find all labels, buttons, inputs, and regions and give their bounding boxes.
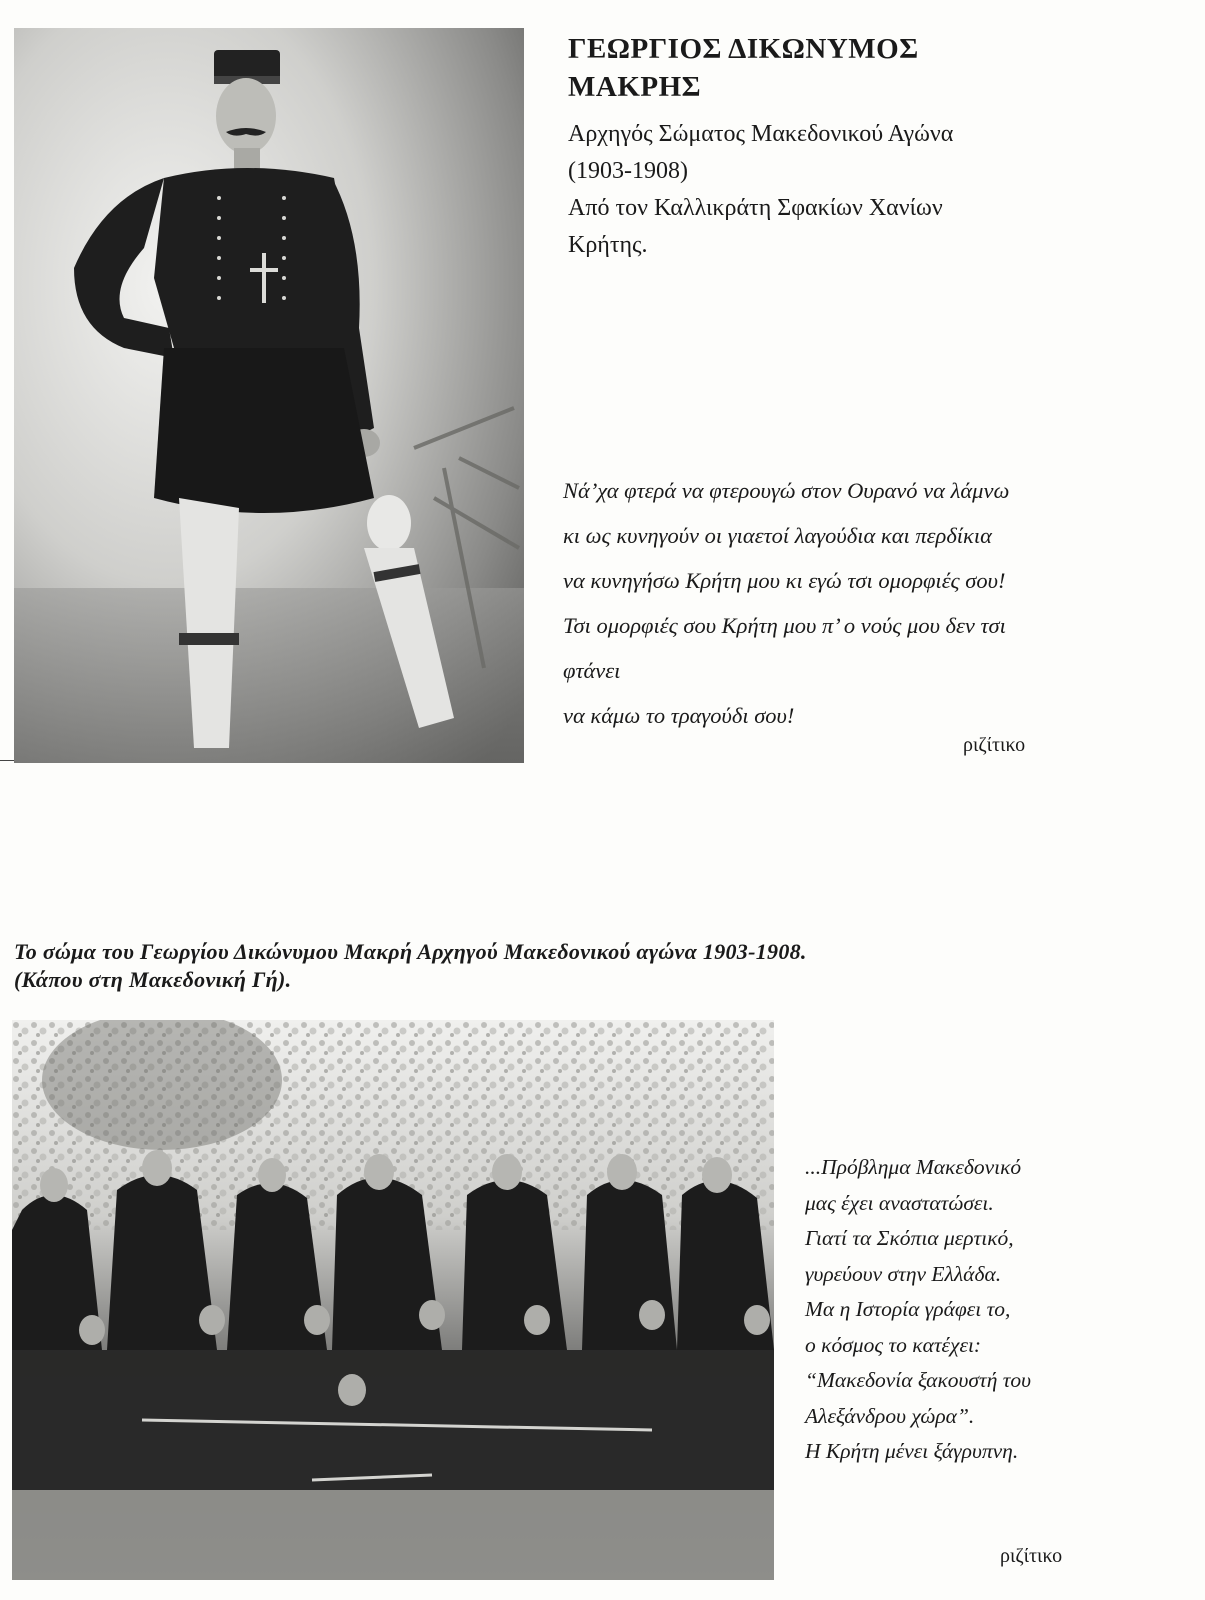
poem-line: Τσι ομορφιές σου Κρήτη μου π’ ο νούς μου δεν τσι <box>563 613 1006 638</box>
poem-line: κι ως κυνηγούν οι γιαετοί λαγούδια και περδίκια <box>563 523 992 548</box>
poem-line: Αλεξάνδρου χώρα”. <box>805 1403 975 1428</box>
group-photo <box>12 1020 774 1580</box>
caption-line-1: Το σώμα του Γεωργίου Δικώνυμου Μακρή Αρχηγού Μακεδονικού αγώνα 1903-1908. <box>14 939 807 964</box>
poem-line: Η Κρήτη μένει ξάγρυπνη. <box>805 1439 1019 1463</box>
poem-line: Γιατί τα Σκόπια μερτικό, <box>805 1226 1014 1250</box>
poem-line: να κυνηγήσω Κρήτη μου κι εγώ τσι ομορφιές σου! <box>563 568 1006 593</box>
subtitle-line: (1903-1908) <box>568 158 688 184</box>
subtitle-line: Αρχηγός Σώματος Μακεδονικού Αγώνα <box>568 121 954 147</box>
poem-second-signature: ριζίτικο <box>1000 1545 1063 1567</box>
poem-line: μας έχει αναστατώσει. <box>805 1190 994 1215</box>
poem-line: Μα η Ιστορία γράφει το, <box>805 1297 1011 1321</box>
subtitle-block <box>568 116 953 264</box>
page-title <box>568 30 919 106</box>
title-line-2: ΜΑΚΡΗΣ <box>568 71 702 103</box>
poem-line: “Μακεδονία ξακουστή του <box>805 1368 1032 1392</box>
poem-line: Νά’χα φτερά να φτερουγώ στον Ουρανό να λάμνω <box>563 478 1010 503</box>
subtitle-line: Από τον Καλλικράτη Σφακίων Χανίων <box>568 195 943 221</box>
portrait-photo <box>14 28 524 763</box>
subtitle-line: Κρήτης. <box>568 232 648 258</box>
poem-line: γυρεύουν στην Ελλάδα. <box>805 1261 1002 1286</box>
poem-line: ...Πρόβλημα Μακεδονικό <box>805 1155 1022 1179</box>
page-edge-mark <box>0 760 14 761</box>
poem-first-signature: ριζίτικο <box>963 734 1026 756</box>
poem-line: να κάμω το τραγούδι σου! <box>563 703 795 728</box>
poem-line: ο κόσμος το κατέχει: <box>805 1332 982 1357</box>
poem-second <box>805 1150 1031 1470</box>
title-line-1: ΓΕΩΡΓΙΟΣ ΔΙΚΩΝΥΜΟΣ <box>568 33 919 65</box>
poem-line: φτάνει <box>563 658 621 683</box>
caption-line-2: (Κάπου στη Μακεδονική Γή). <box>14 967 292 992</box>
poem-first <box>563 468 1009 738</box>
group-photo-caption <box>14 938 807 994</box>
